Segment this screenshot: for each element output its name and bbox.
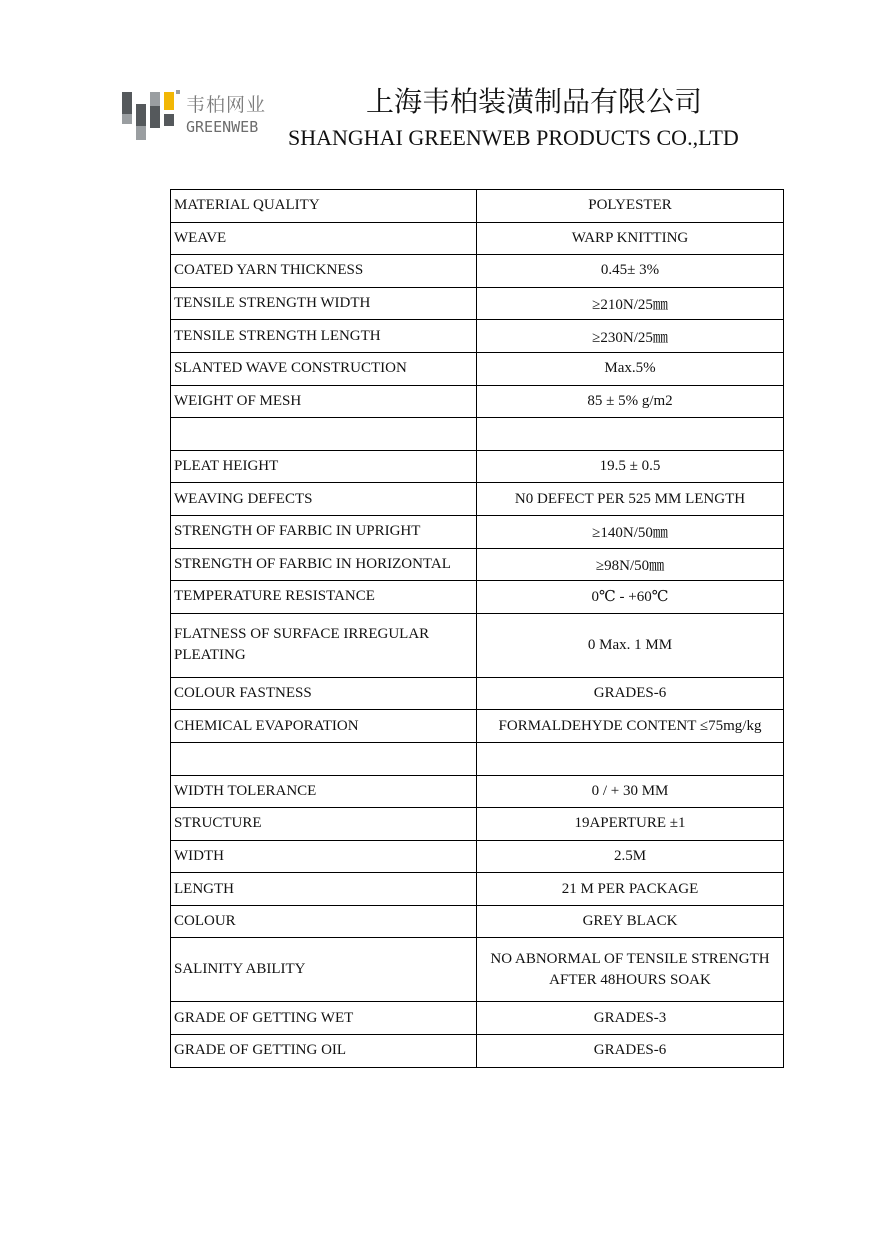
spec-label: COATED YARN THICKNESS <box>171 255 477 288</box>
logo-blocks-icon <box>120 88 184 144</box>
table-row <box>171 613 784 677</box>
table-row <box>171 1035 784 1068</box>
spec-label: LENGTH <box>171 873 477 906</box>
spec-value: 21 M PER PACKAGE <box>477 873 784 906</box>
spec-label: STRUCTURE <box>171 808 477 841</box>
table-row <box>171 483 784 516</box>
table-row <box>171 742 784 775</box>
table-row <box>171 808 784 841</box>
spec-value: GRADES-6 <box>477 677 784 710</box>
spec-value: ≥230N/25㎜ <box>477 320 784 353</box>
table-row <box>171 320 784 353</box>
table-row <box>171 710 784 743</box>
spec-label: COLOUR FASTNESS <box>171 677 477 710</box>
spec-value: GREY BLACK <box>477 905 784 938</box>
spec-value: ≥210N/25㎜ <box>477 287 784 320</box>
table-row <box>171 385 784 418</box>
table-row <box>171 515 784 548</box>
spec-label: STRENGTH OF FARBIC IN UPRIGHT <box>171 515 477 548</box>
spec-label: WEAVING DEFECTS <box>171 483 477 516</box>
spec-label: FLATNESS OF SURFACE IRREGULAR PLEATING <box>171 613 477 677</box>
spec-value: 0 / + 30 MM <box>477 775 784 808</box>
spec-label <box>171 418 477 451</box>
spec-label: WIDTH <box>171 840 477 873</box>
spec-value: N0 DEFECT PER 525 MM LENGTH <box>477 483 784 516</box>
spec-label: COLOUR <box>171 905 477 938</box>
logo-chinese-name: 韦柏网业 <box>186 94 267 116</box>
table-row <box>171 287 784 320</box>
spec-value: ≥98N/50㎜ <box>477 548 784 581</box>
table-row <box>171 190 784 223</box>
company-logo <box>120 88 270 148</box>
specification-table <box>170 189 784 1068</box>
table-row <box>171 938 784 1002</box>
spec-value: POLYESTER <box>477 190 784 223</box>
company-name-chinese: 上海韦柏装潢制品有限公司 <box>366 85 703 118</box>
spec-label: GRADE OF GETTING OIL <box>171 1035 477 1068</box>
spec-value: GRADES-6 <box>477 1035 784 1068</box>
spec-value: 0.45± 3% <box>477 255 784 288</box>
spec-label: GRADE OF GETTING WET <box>171 1002 477 1035</box>
table-row <box>171 548 784 581</box>
spec-value: NO ABNORMAL OF TENSILE STRENGTH AFTER 48HOURS SOAK <box>477 938 784 1002</box>
table-row <box>171 418 784 451</box>
table-row <box>171 775 784 808</box>
logo-english-name: GREENWEB <box>186 118 259 136</box>
table-row <box>171 905 784 938</box>
company-name-english: SHANGHAI GREENWEB PRODUCTS CO.,LTD <box>288 125 739 150</box>
spec-value: 0℃ - +60℃ <box>477 581 784 614</box>
spec-value: WARP KNITTING <box>477 222 784 255</box>
table-row <box>171 840 784 873</box>
spec-value: 0 Max. 1 MM <box>477 613 784 677</box>
table-row <box>171 222 784 255</box>
spec-value: Max.5% <box>477 352 784 385</box>
spec-label: TEMPERATURE RESISTANCE <box>171 581 477 614</box>
spec-label <box>171 742 477 775</box>
spec-value <box>477 418 784 451</box>
spec-label: PLEAT HEIGHT <box>171 450 477 483</box>
table-row <box>171 873 784 906</box>
spec-label: WIDTH TOLERANCE <box>171 775 477 808</box>
table-row <box>171 677 784 710</box>
spec-value: GRADES-3 <box>477 1002 784 1035</box>
spec-label: MATERIAL QUALITY <box>171 190 477 223</box>
spec-label: WEAVE <box>171 222 477 255</box>
spec-label: CHEMICAL EVAPORATION <box>171 710 477 743</box>
spec-value: ≥140N/50㎜ <box>477 515 784 548</box>
spec-label: WEIGHT OF MESH <box>171 385 477 418</box>
spec-label: SLANTED WAVE CONSTRUCTION <box>171 352 477 385</box>
spec-label: SALINITY ABILITY <box>171 938 477 1002</box>
spec-label: STRENGTH OF FARBIC IN HORIZONTAL <box>171 548 477 581</box>
spec-value <box>477 742 784 775</box>
spec-value: 19.5 ± 0.5 <box>477 450 784 483</box>
spec-label: TENSILE STRENGTH LENGTH <box>171 320 477 353</box>
table-row <box>171 352 784 385</box>
table-row <box>171 1002 784 1035</box>
spec-value: 2.5M <box>477 840 784 873</box>
spec-label: TENSILE STRENGTH WIDTH <box>171 287 477 320</box>
table-row <box>171 581 784 614</box>
table-row <box>171 255 784 288</box>
spec-value: 85 ± 5% g/m2 <box>477 385 784 418</box>
table-row <box>171 450 784 483</box>
spec-value: FORMALDEHYDE CONTENT ≤75mg/kg <box>477 710 784 743</box>
spec-value: 19APERTURE ±1 <box>477 808 784 841</box>
